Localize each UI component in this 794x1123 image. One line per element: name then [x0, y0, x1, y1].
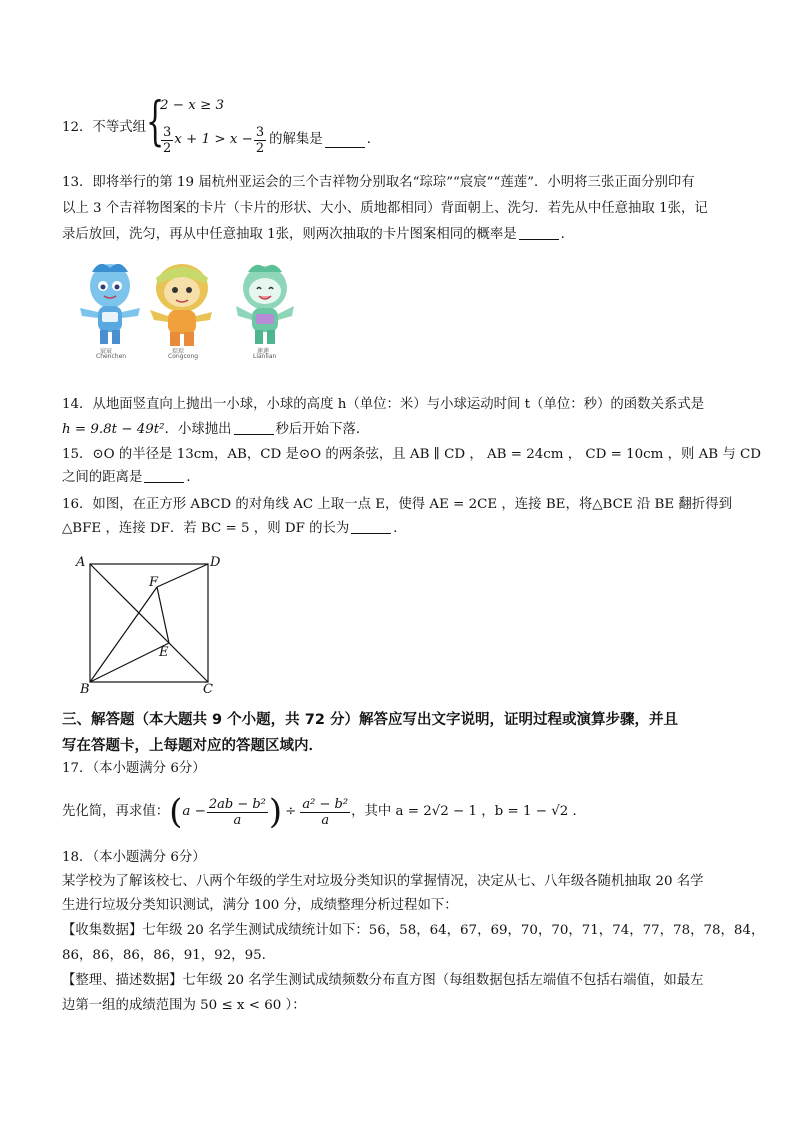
q12-frac-b-den: 2: [255, 140, 265, 156]
mascot-caption-1: 宸宸: [100, 348, 113, 355]
q13-line3: [62, 225, 574, 245]
q13-answer-blank[interactable]: [519, 225, 559, 240]
q17-suffix: ，其中 a = 2√2 − 1 ，b = 1 − √2 ．: [351, 804, 586, 819]
q16-line1: 16．如图，在正方形 ABCD 的对角线 AC 上取一点 E，使得 AE = 2CE ，连接 BE，将△BCE 沿 BE 翻折得到: [62, 497, 732, 512]
mascot-images: [70, 258, 320, 358]
q17-prefix: 先化简，再求值：: [62, 804, 170, 819]
q12-answer-blank[interactable]: [325, 133, 365, 148]
q12-ineq1: 2 − x ≥ 3: [160, 98, 225, 113]
q14-line2-mid: ．小球抛出: [164, 422, 232, 437]
q17-div: ÷: [285, 804, 297, 819]
q17-left-paren: (: [169, 792, 183, 832]
q17-head: 17．（本小题满分 6分）: [62, 761, 206, 776]
q15-line1: 15．⊙O 的半径是 13cm，AB，CD 是⊙O 的两条弦，且 AB ∥ CD ， AB = 24cm ， CD = 10cm ，则 AB 与 CD: [62, 447, 762, 462]
q16-line2: [62, 519, 407, 539]
q12-brace: {: [146, 92, 165, 152]
q15-line2-text: 之间的距离是: [62, 470, 143, 485]
q12-frac-a-num: 3: [163, 124, 172, 140]
label-f: F: [149, 575, 159, 590]
q15-line2: [62, 468, 200, 488]
q15-answer-blank[interactable]: [144, 468, 184, 483]
q17-right-paren: ): [268, 792, 283, 832]
q16-line2-text: △BFE ，连接 DF．若 BC = 5 ，则 DF 的长为: [62, 521, 350, 536]
label-c: C: [203, 682, 213, 697]
q17-a: a −: [182, 804, 206, 819]
q14-line2-end: 秒后开始下落．: [275, 422, 370, 437]
q18-line2: 生进行垃圾分类知识测试，满分 100 分，成绩整理分析过程如下：: [62, 898, 458, 913]
q13-line1: 13．即将举行的第 19 届杭州亚运会的三个吉祥物分别取名“琮琮”“宸宸”“莲莲”．小明将三张正面分别印有: [62, 175, 695, 190]
q14-line2: [62, 420, 369, 440]
q18-line3: 【收集数据】七年级 20 名学生测试成绩统计如下：56，58，64，67，69，70，70，71，74，77，78，78，84，: [62, 923, 765, 938]
mascot-chenchen-icon: [80, 264, 140, 344]
q17-frac1-den: a: [233, 812, 242, 828]
segment-bf: [90, 587, 157, 682]
q16-square-figure: [70, 552, 230, 700]
q14-line1: 14．从地面竖直向上抛出一小球，小球的高度 h（单位：米）与小球运动时间 t（单位：秒）的函数关系式是: [62, 397, 705, 412]
label-b: B: [80, 682, 90, 697]
segment-fe: [157, 587, 169, 643]
q17-frac2-den: a: [321, 812, 330, 828]
mascot-caption-3-pinyin: Lianlian: [253, 353, 277, 360]
segment-df: [157, 564, 208, 587]
mascot-caption-2: 琮琮: [172, 348, 185, 355]
q12-frac-a: [161, 125, 173, 156]
q17-expression: [62, 790, 586, 834]
mascot-svg: [70, 258, 320, 358]
q18-line5: 【整理、描述数据】七年级 20 名学生测试成绩频数分布直方图（每组数据包括左端值不包括右端值，如最左: [62, 973, 704, 988]
q13-end: ．: [560, 227, 575, 242]
mascot-caption-2-pinyin: Congcong: [168, 353, 199, 360]
q12-frac-a-den: 2: [163, 140, 172, 156]
section3-line2: 写在答题卡，上每题对应的答题区域内．: [62, 738, 323, 754]
segment-be: [90, 643, 169, 682]
label-e: E: [159, 645, 169, 660]
q14-formula: h = 9.8t − 49t²: [62, 422, 165, 437]
label-d: D: [210, 555, 221, 570]
q13-line3-text: 录后放回，洗匀，再从中任意抽取 1张，则两次抽取的卡片图案相同的概率是: [62, 227, 517, 242]
mascot-caption-3: 莲莲: [257, 348, 270, 355]
section3-line1: 三、解答题（本大题共 9 个小题，共 72 分）解答应写出文字说明，证明过程或演算步骤，并且: [62, 712, 678, 728]
q16-end: ．: [393, 521, 407, 536]
label-a: A: [76, 555, 86, 570]
q12-ineq2: [160, 120, 380, 160]
mascot-caption-1-pinyin: Chenchen: [96, 353, 127, 360]
q13-line2: 以上 3 个吉祥物图案的卡片（卡片的形状、大小、质地都相同）背面朝上、洗匀．若先从中任意抽取 1张，记: [62, 201, 708, 216]
q17-frac1: [207, 797, 268, 828]
q12-end: ．: [366, 132, 381, 147]
mascot-lianlian-icon: [236, 265, 294, 344]
q17-frac1-num: 2ab − b²: [208, 796, 266, 812]
q12-frac-b-num: 3: [255, 124, 265, 140]
q14-answer-blank[interactable]: [234, 420, 274, 435]
q18-line6: 边第一组的成绩范围为 50 ≤ x < 60 ）：: [62, 998, 306, 1013]
q15-end: ．: [186, 470, 200, 485]
q17-frac2-num: a² − b²: [302, 796, 349, 812]
q18-line4: 86，86，86，86，91，92，95．: [62, 948, 276, 963]
mascot-congcong-icon: [150, 264, 212, 346]
q17-frac2: [300, 797, 350, 828]
q18-head: 18．（本小题满分 6分）: [62, 850, 206, 865]
q12-frac-b: [254, 125, 266, 156]
q16-answer-blank[interactable]: [351, 519, 391, 534]
q12-ineq2-mid: x + 1 > x −: [174, 132, 253, 147]
q18-line1: 某学校为了解该校七、八两个年级的学生对垃圾分类知识的掌握情况，决定从七、八年级各随机抽取 20 名学: [62, 874, 704, 889]
q12-prefix: 12．不等式组: [62, 120, 146, 135]
q12-suffix: 的解集是: [269, 132, 323, 147]
